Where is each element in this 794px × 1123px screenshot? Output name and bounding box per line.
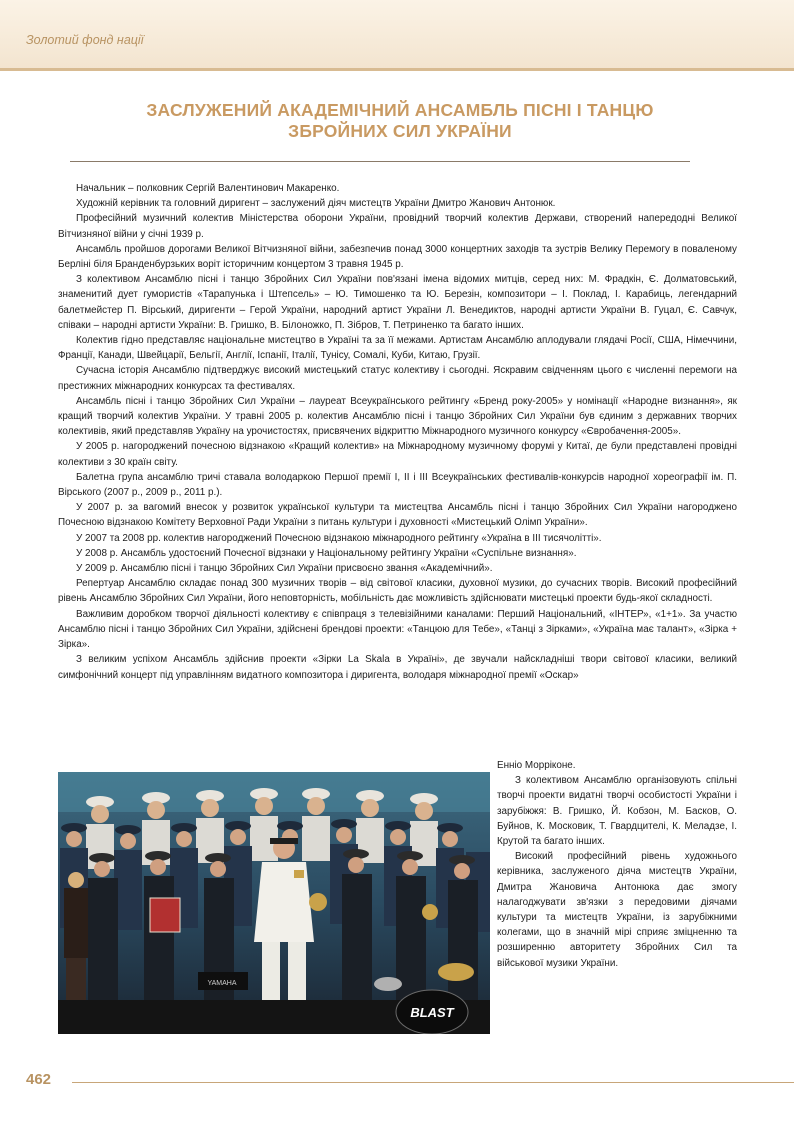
article-title bbox=[70, 100, 730, 142]
paragraph: Балетна група ансамблю тричі ставала володаркою Першої премії І, ІІ і ІІІ Всеукраїнських фестивалів-конкурсів народної хореографії ім. П. Вірського (2007 р., 2009 р., 2011 р.). bbox=[58, 471, 737, 499]
paragraph: Художній керівник та головний диригент – заслужений діяч мистецтв України Дмитро Жанович Антонюк. bbox=[76, 198, 556, 210]
paragraph: Сучасна історія Ансамблю підтверджує високий мистецький статус колективу і сьогодні. Яскравим свідченням цього є численні перемоги на престижних міжнародних конкурсах та фестивалях. bbox=[58, 365, 737, 392]
paragraph: Репертуар Ансамблю складає понад 300 музичних творів – від світової класики, духовної музики, до сучасних творів. Високий професійний рівень Ансамблю Збройних Сил України, його неповторність, мобільність дає можливість здійснювати мистецькі проекти будь-якої складності. bbox=[58, 578, 737, 605]
paragraph: Ансамбль пройшов дорогами Великої Вітчизняної війни, забезпечив понад 3000 концертних заходів та зустрів Велику Перемогу в поваленому Берліні біля Бранденбурзьких воріт історичним концертом 3 травня 1945 р. bbox=[58, 243, 737, 271]
paragraph: У 2009 р. Ансамблю пісні і танцю Збройних Сил України присвоєно звання «Академічний». bbox=[76, 563, 493, 575]
paragraph: У 2007 та 2008 рр. колектив нагороджений Почесною відзнакою міжнародного рейтингу «Україна в ІІІ тисячолітті». bbox=[76, 532, 602, 544]
paragraph: Високий професійний рівень художнього керівника, заслуженого діяча мистецтв України, Дмитра Жановича Антонюка дає змогу налагоджувати зв'язки з передовими діячами культури та мистецтв України, із зарубіжними колегами, що в значній мірі сприяє зміцненню та розширенню авторитету Збройних Сил та військової музики України. bbox=[497, 851, 737, 969]
paragraph: Ансамбль пісні і танцю Збройних Сил України – лауреат Всеукраїнського рейтингу «Бренд року-2005» у номінації «Народне визнання», як кращий творчий колектив України. У травні 2005 р. колектив Ансамблю пісні і танцю Збройних Сил України був єдиним з державних творчих колективів, який представляв Україну на урочистостях, присвячених відкриттю Міжнародного музичного конкурсу «Євробачення-2005». bbox=[58, 395, 737, 438]
keyboard-logo-text: YAMAHA bbox=[207, 980, 237, 987]
paragraph: Колектив гідно представляє національне мистецтво в Україні та за її межами. Артистам Ансамблю аплодували глядачі Росії, США, Німеччини, Франції, Канади, Швейцарії, Бельгії, Англії, Іспанії, Італії, Тунісу, Сомалі, Куби, Китаю, Грузії. bbox=[58, 335, 737, 362]
article-title-line-2: ЗБРОЙНИХ СИЛ УКРАЇНИ bbox=[288, 121, 512, 141]
ensemble-photo bbox=[58, 772, 490, 1034]
article-body bbox=[58, 181, 737, 683]
paragraph: У 2008 р. Ансамбль удостоєний Почесної відзнаки у Національному рейтингу України «Суспільне визнання». bbox=[76, 547, 577, 559]
title-rule bbox=[70, 161, 690, 162]
running-header: Золотий фонд нації bbox=[26, 33, 144, 47]
page-number: 462 bbox=[26, 1071, 52, 1088]
footer-rule bbox=[72, 1082, 794, 1083]
drum-logo-text: BLAST bbox=[410, 1005, 454, 1020]
paragraph: Начальник – полковник Сергій Валентинович Макаренко. bbox=[76, 183, 340, 194]
paragraph: У 2005 р. нагороджений почесною відзнакою «Кращий колектив» на Міжнародному музичному форумі у Китаї, де були представлені провідні колективи з 30 країн світу. bbox=[58, 441, 737, 468]
paragraph: Енніо Морріконе. bbox=[497, 760, 576, 771]
paragraph: З колективом Ансамблю пісні і танцю Збройних Сил України пов'язані імена відомих митців, серед них: М. Фрадкін, Є. Долматовський, знаменитий дует гумористів «Тарапунька і Штепсель» – Ю. Тимошенко та Ю. Березін, композитори – І. Поклад, І. Карабиць, легендарний балетмейстер П. Вірський, диригенти – Герой України, народний артист України Л. Венедиктов, народні артисти України В. Гуцал, Є. Савчук, співаки – народні артисти України: В. Гришко, В. Білоножко, П. Зібров, Т. Петриненко та багато інших. bbox=[58, 274, 737, 331]
article-title-line-1: ЗАСЛУЖЕНИЙ АКАДЕМІЧНИЙ АНСАМБЛЬ ПІСНІ І ТАНЦЮ bbox=[146, 100, 654, 120]
header-rule bbox=[0, 68, 794, 71]
paragraph: З колективом Ансамблю організовують спільні творчі проекти видатні творчі особистості України і зарубіжжя: В. Гришко, Й. Кобзон, М. Басков, О. Буйнов, К. Московик, Т. Гвардцителі, К. Меладзе, І. Крутой та багато інших. bbox=[497, 775, 737, 848]
wrap-column bbox=[497, 758, 737, 971]
paragraph: У 2007 р. за вагомий внесок у розвиток української культури та мистецтва Ансамбль пісні і танцю Збройних Сил України нагороджено Почесною відзнакою Комітету Верховної Ради України з питань культури і духовності «Мистецький Олімп України». bbox=[58, 502, 737, 529]
ensemble-photo-illustration bbox=[58, 772, 490, 1034]
paragraph: З великим успіхом Ансамбль здійснив проекти «Зірки La Skala в Україні», де звучали найскладніші твори світової класики, великий симфонічний концерт під управлінням видатного композитора і диригента, володаря міжнародної премії «Оскар» bbox=[58, 654, 737, 681]
paragraph: Професійний музичний колектив Міністерства оборони України, провідний творчий колектив Держави, створений напередодні Великої Вітчизняної війни у січні 1939 р. bbox=[58, 213, 737, 240]
paragraph: Важливим доробком творчої діяльності колективу є співпраця з телевізійними каналами: Перший Національний, «ІНТЕР», «1+1». За участю Ансамблю пісні і танцю Збройних Сил України, здійснені брендові проекти: «Танцюю для Тебе», «Танці з Зірками», «Україна має талант», «Зірка + Зірка». bbox=[58, 608, 737, 651]
